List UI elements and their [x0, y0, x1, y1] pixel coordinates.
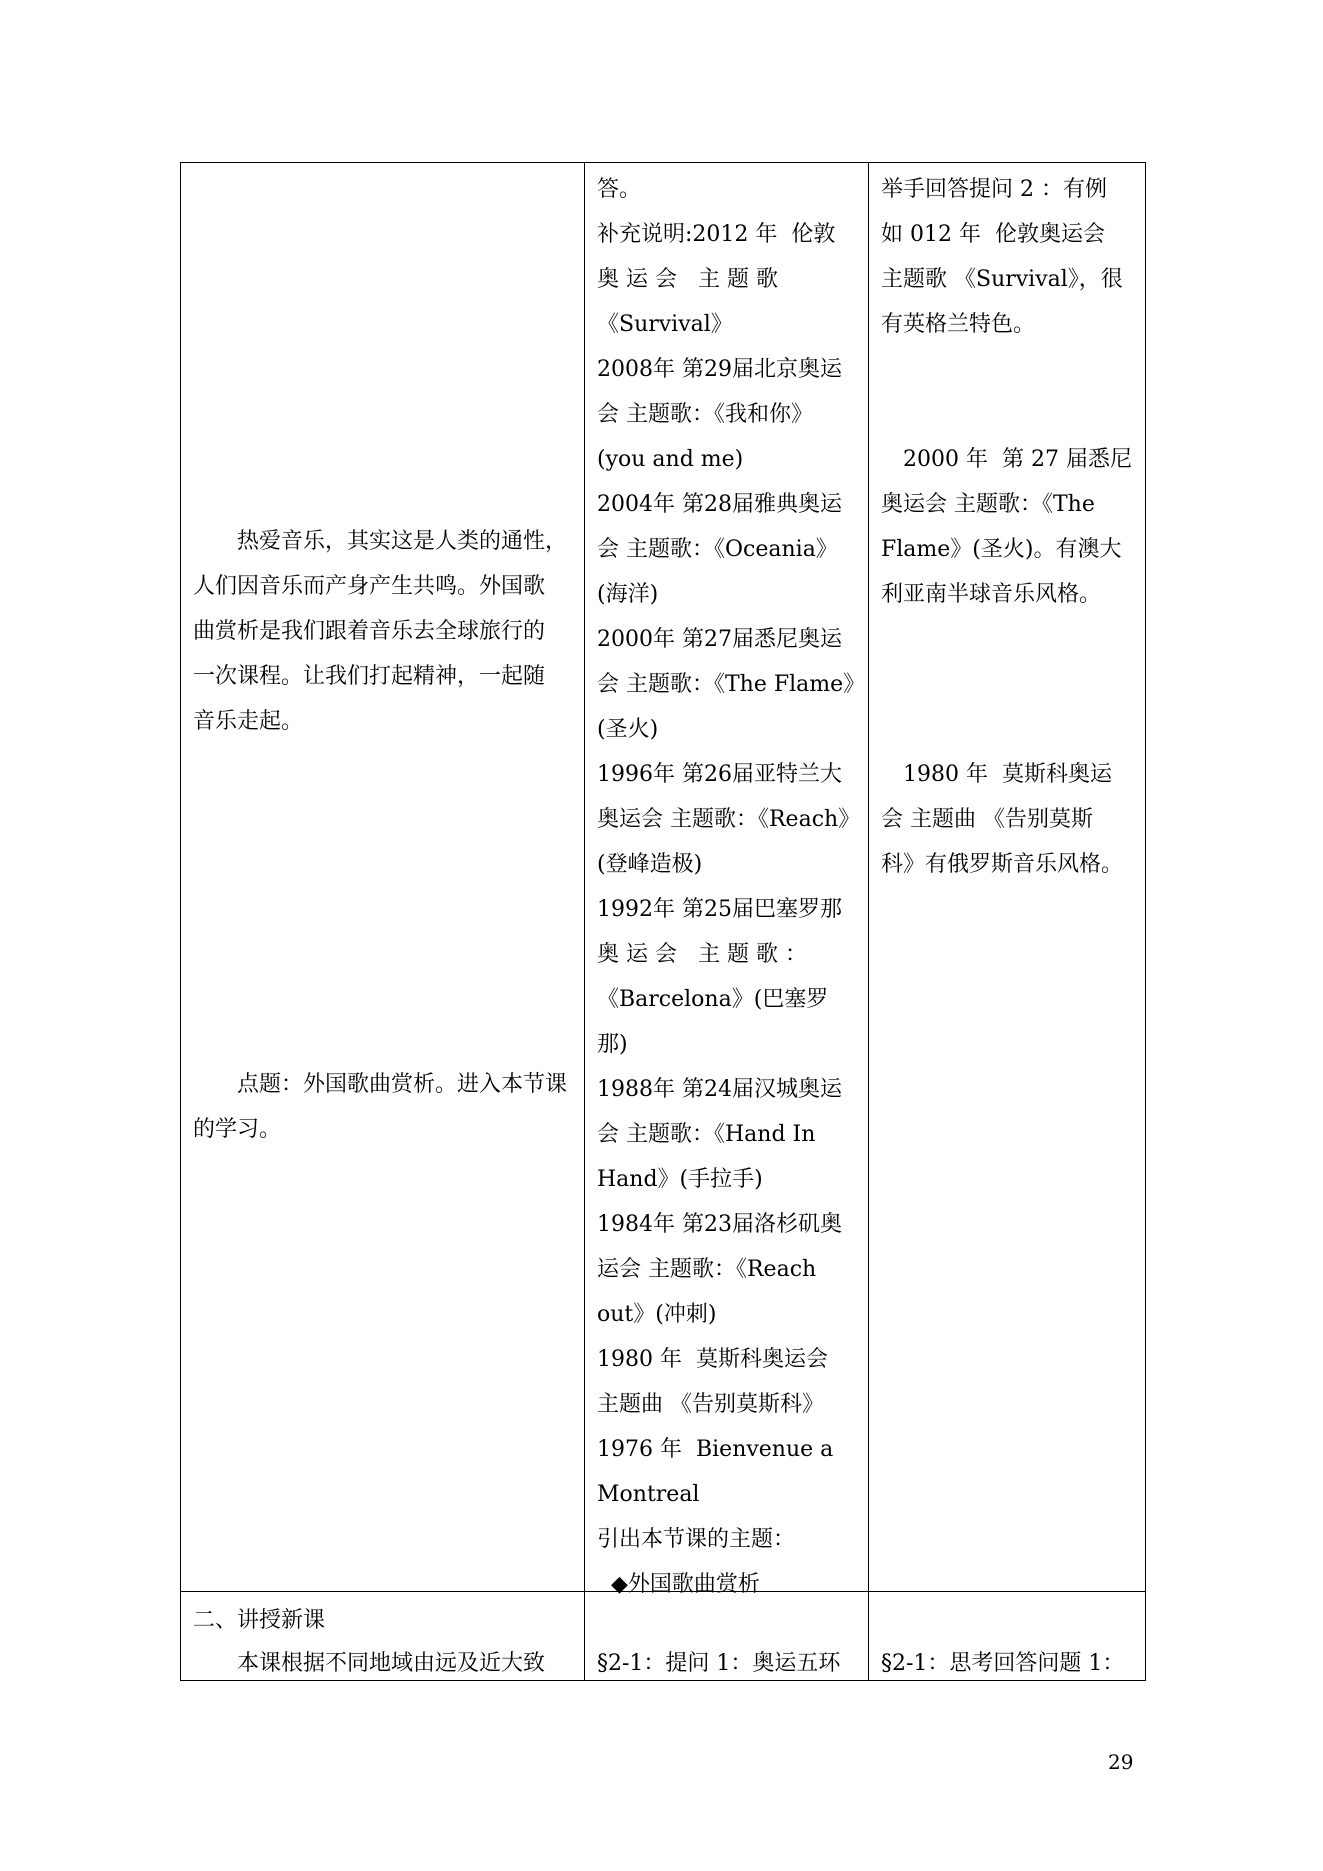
text-line: 1980 年 莫斯科奥运: [881, 762, 1112, 787]
text-line: (海洋): [597, 582, 659, 607]
text-line: (圣火): [597, 717, 659, 742]
text-line: Flame》(圣火)。有澳大: [881, 537, 1122, 562]
text-line: 举手回答提问 2 ：有例: [881, 177, 1107, 202]
text-line: 的学习。: [193, 1117, 282, 1142]
student-activity-cell: [869, 163, 1146, 1592]
text-line: 奥运会 主题歌：《Reach》: [597, 807, 861, 832]
text-line: 《Survival》: [597, 312, 733, 337]
lesson-plan-table: [180, 162, 1146, 1681]
text-line: 1988年 第24届汉城奥运: [597, 1077, 842, 1102]
text-line: 一次课程。让我们打起精神，一起随: [193, 664, 546, 689]
text-line: 会 主题歌：《Hand In: [597, 1122, 816, 1147]
text-line: 主题曲 《告别莫斯科》: [597, 1392, 824, 1417]
text-line: 会 主题歌：《The Flame》: [597, 672, 866, 697]
teaching-activity-cell: [585, 163, 869, 1597]
text-line: 1996年 第26届亚特兰大: [597, 762, 842, 787]
text-line: 会 主题歌：《我和你》: [597, 402, 813, 427]
text-line: 补充说明:2012 年 伦敦: [597, 222, 836, 247]
text-line: 点题：外国歌曲赏析。进入本节课: [193, 1072, 568, 1097]
text-line: 引出本节课的主题：: [597, 1527, 796, 1552]
text-line: ◆外国歌曲赏析: [597, 1572, 760, 1597]
text-line: §2-1：思考回答问题 1：: [881, 1651, 1125, 1676]
text-line: Montreal: [597, 1482, 700, 1507]
table-row: [181, 1592, 1146, 1681]
text-line: 曲赏析是我们跟着音乐去全球旅行的: [193, 619, 546, 644]
text-line: 主题歌 《Survival》，很: [881, 267, 1123, 292]
text-line: Hand》(手拉手): [597, 1167, 763, 1192]
text-line: 奥运会 主题歌：《The: [881, 492, 1095, 517]
text-line: 1980 年 莫斯科奥运会: [597, 1347, 828, 1372]
text-line: 答。: [597, 177, 642, 202]
text-line: 热爱音乐，其实这是人类的通性，: [193, 529, 568, 554]
text-line: 那): [597, 1032, 628, 1057]
text-line: 会 主题曲 《告别莫斯: [881, 807, 1093, 832]
page-number: 29: [1108, 1750, 1134, 1774]
text-line: 科》有俄罗斯音乐风格。: [881, 852, 1124, 877]
text-line: 人们因音乐而产身产生共鸣。外国歌: [193, 574, 546, 599]
text-line: 1976 年 Bienvenue a: [597, 1437, 834, 1462]
teacher-notes-cell: [181, 163, 585, 1592]
text-line: 会 主题歌：《Oceania》: [597, 537, 838, 562]
text-line: 有英格兰特色。: [881, 312, 1036, 337]
text-line: (you and me): [597, 447, 744, 472]
teaching-activity-cell: [585, 1592, 869, 1681]
text-line: 2000 年 第 27 届悉尼: [881, 447, 1132, 472]
text-line: out》(冲刺): [597, 1302, 717, 1327]
student-activity-cell: [869, 1592, 1146, 1681]
table-row: [181, 163, 1146, 1592]
text-line: 本课根据不同地域由远及近大致: [193, 1651, 546, 1676]
text-line: 2008年 第29届北京奥运: [597, 357, 842, 382]
text-line: 《Barcelona》(巴塞罗: [597, 987, 829, 1012]
teacher-notes-cell: [181, 1592, 585, 1681]
text-line: 奥 运 会 主 题 歌 ：: [597, 942, 807, 967]
text-line: 1992年 第25届巴塞罗那: [597, 897, 842, 922]
text-line: 运会 主题歌：《Reach: [597, 1257, 817, 1282]
text-line: (登峰造极): [597, 852, 703, 877]
text-line: 如 012 年 伦敦奥运会: [881, 222, 1105, 247]
text-line: 奥 运 会 主 题 歌: [597, 267, 778, 292]
text-line: §2-1：提问 1：奥运五环: [597, 1651, 841, 1676]
text-line: 二、讲授新课: [193, 1608, 326, 1633]
text-line: 2004年 第28届雅典奥运: [597, 492, 842, 517]
text-line: 2000年 第27届悉尼奥运: [597, 627, 842, 652]
text-line: 音乐走起。: [193, 709, 304, 734]
text-line: 1984年 第23届洛杉矶奥: [597, 1212, 842, 1237]
text-line: 利亚南半球音乐风格。: [881, 582, 1102, 607]
